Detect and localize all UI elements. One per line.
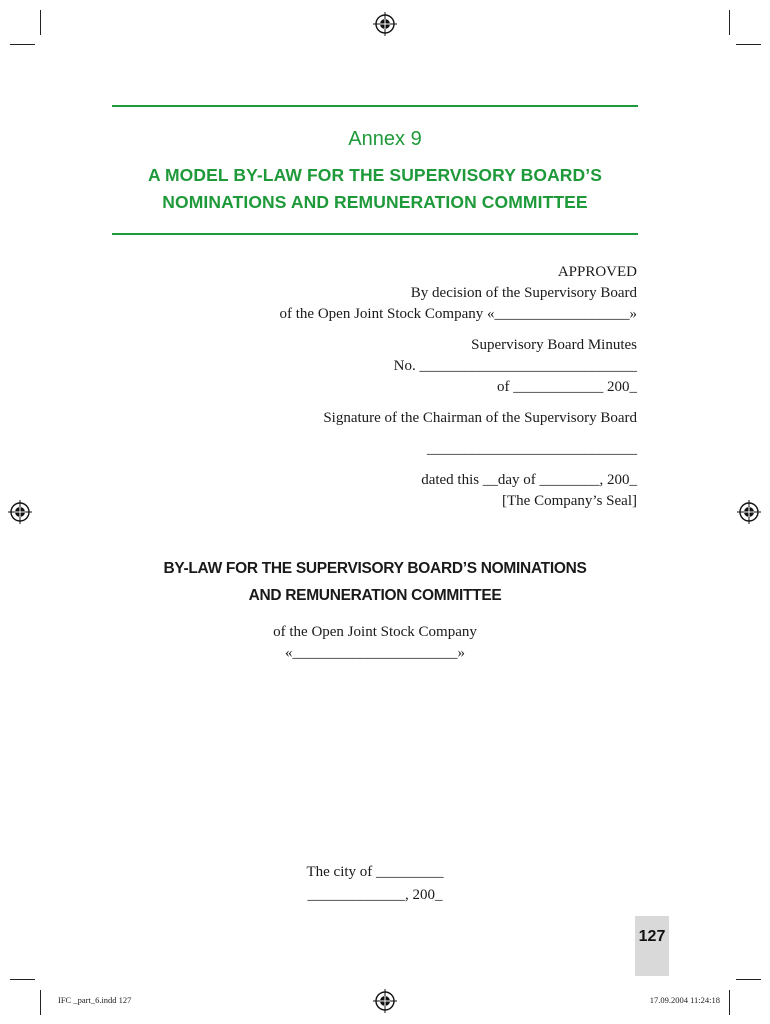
minutes-date: of ____________ 200_ [497, 379, 637, 395]
crop-mark [736, 44, 761, 45]
header-rule-bottom [112, 233, 638, 235]
decision-line: By decision of the Supervisory Board [410, 285, 637, 301]
approval-block [217, 262, 637, 512]
crop-mark [736, 979, 761, 980]
crop-mark [40, 990, 41, 1015]
city-date-line: _____________, 200_ [307, 887, 443, 903]
slug-left: IFC _part_6.indd 127 [58, 995, 132, 1005]
annex-label: Annex 9 [348, 128, 422, 150]
minutes-number: No. _____________________________ [393, 358, 637, 374]
company-line: of the Open Joint Stock Company «__________________» [279, 306, 637, 322]
crop-mark [729, 990, 730, 1015]
crop-mark [10, 979, 35, 980]
dated-line: dated this __day of ________, 200_ [421, 472, 637, 488]
crop-mark [40, 10, 41, 35]
bylaw-title-line: BY-LAW FOR THE SUPERVISORY BOARD’S NOMINATIONS [163, 560, 587, 577]
slug-right: 17.09.2004 11:24:18 [649, 995, 720, 1005]
crop-mark [729, 10, 730, 35]
registration-mark-icon [8, 500, 32, 524]
registration-mark-icon [373, 12, 397, 36]
approved-label: APPROVED [557, 264, 637, 280]
page-number: 127 [638, 928, 666, 945]
company-label: of the Open Joint Stock Company [273, 624, 477, 640]
header-rule-top [112, 105, 638, 107]
registration-mark-icon [373, 989, 397, 1013]
signature-label: Signature of the Chairman of the Supervisory Board [323, 410, 637, 426]
annex-title-line: NOMINATIONS AND REMUNERATION COMMITTEE [162, 192, 588, 212]
registration-mark-icon [737, 500, 761, 524]
city-block [0, 861, 750, 907]
company-block [0, 622, 750, 664]
minutes-label: Supervisory Board Minutes [471, 337, 637, 353]
seal-label: [The Company’s Seal] [502, 493, 637, 509]
bylaw-title [100, 555, 650, 609]
bylaw-title-line: AND REMUNERATION COMMITTEE [248, 587, 502, 604]
crop-mark [10, 44, 35, 45]
annex-title [100, 162, 650, 216]
page-number-tab [635, 916, 669, 976]
city-line: The city of _________ [306, 864, 444, 880]
signature-line: ____________________________ [427, 441, 637, 457]
company-blank: «______________________» [285, 645, 465, 661]
annex-title-line: A MODEL BY-LAW FOR THE SUPERVISORY BOARD’S [147, 165, 603, 185]
